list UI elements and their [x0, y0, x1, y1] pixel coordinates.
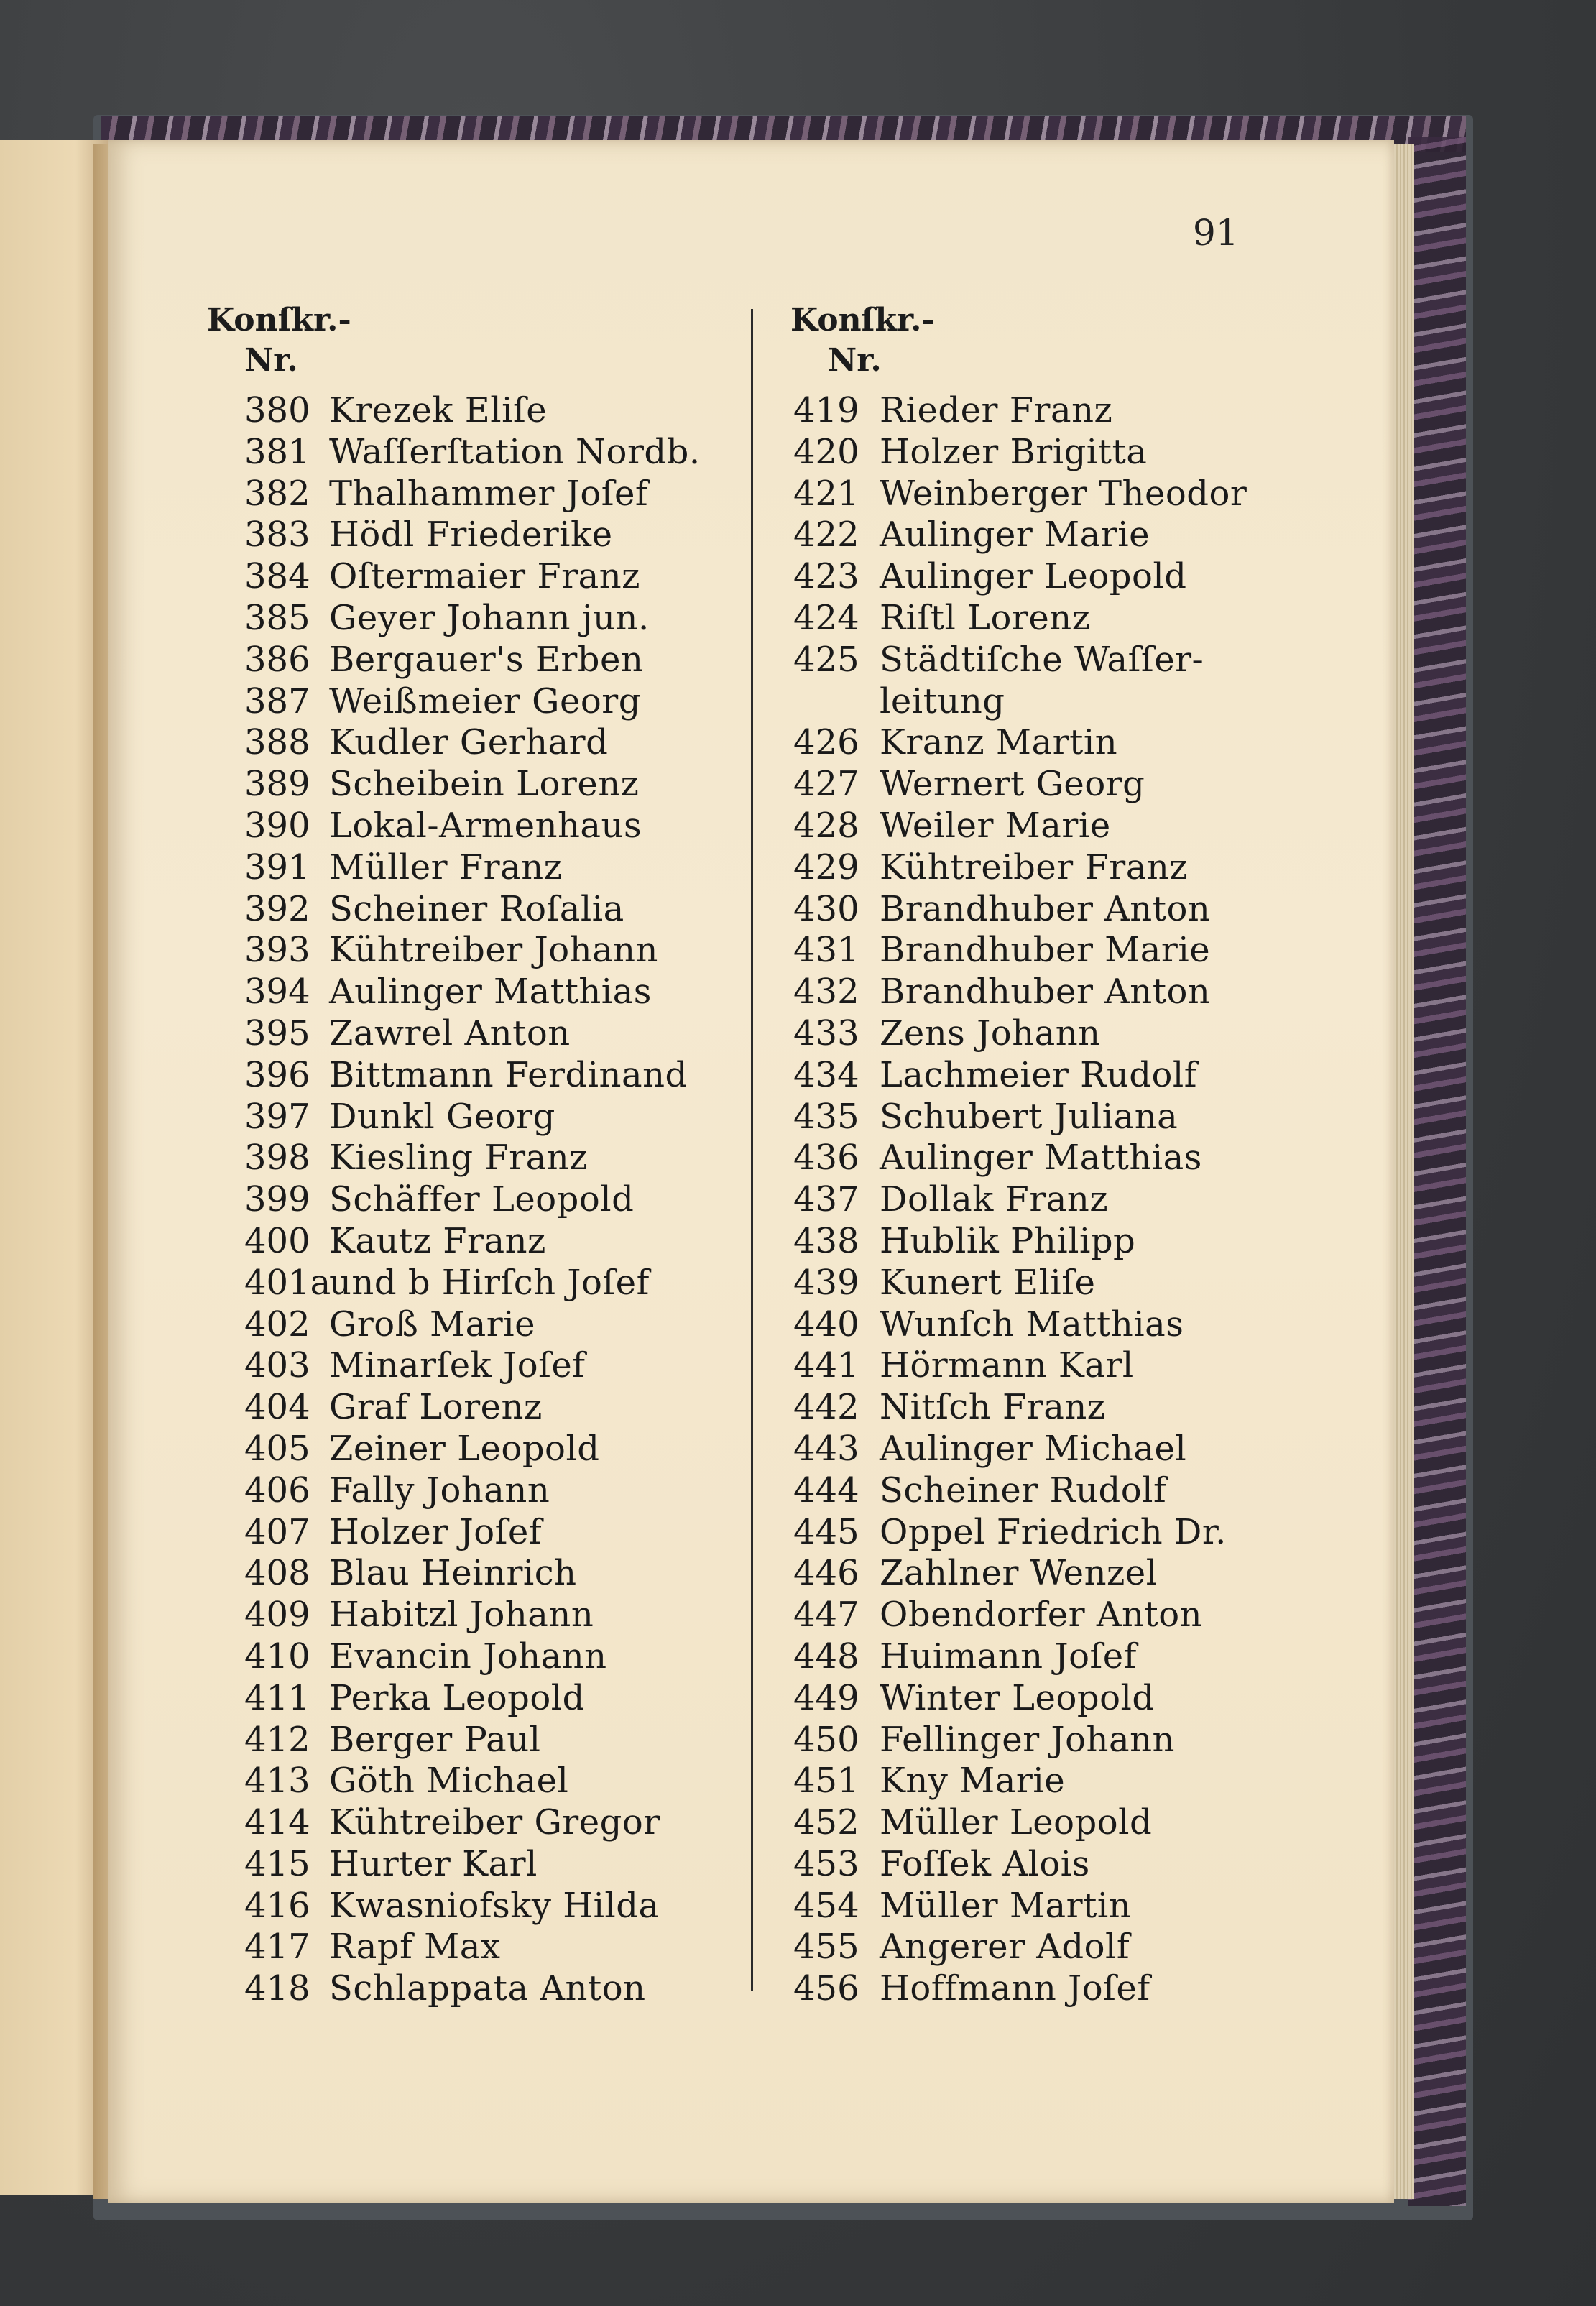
entry-name: Fellinger Johann [880, 1719, 1175, 1760]
list-item [244, 847, 701, 889]
list-item [244, 1429, 701, 1470]
entry-number: 456 [793, 1968, 859, 2009]
entry-name: Weinberger Theodor [880, 473, 1247, 514]
list-item [244, 889, 701, 931]
entry-name: Bergauer's Erben [329, 639, 644, 680]
entry-number: 389 [244, 764, 310, 805]
list-item [244, 764, 701, 806]
entry-number: 420 [793, 431, 859, 472]
list-item [244, 972, 701, 1013]
entry-name: Scheibein Lorenz [329, 764, 640, 805]
entry-number: 383 [244, 515, 310, 555]
right-header-line2: Nr. [828, 342, 882, 379]
entry-name: Müller Leopold [880, 1802, 1153, 1843]
entry-number: 396 [244, 1054, 310, 1095]
entry-name: Brandhuber Anton [880, 888, 1211, 929]
entry-name: Huimann Joſef [880, 1636, 1137, 1677]
entry-number: 450 [793, 1719, 859, 1760]
entry-name: Kranz Martin [880, 722, 1118, 763]
entry-number: 414 [244, 1802, 310, 1843]
entry-name: Schäffer Leopold [329, 1179, 635, 1220]
list-item [793, 556, 1247, 598]
list-item [793, 764, 1247, 806]
entry-number: 413 [244, 1761, 310, 1802]
entry-number: 438 [793, 1220, 859, 1261]
entry-name: Krezek Eliſe [329, 390, 548, 430]
entry-number: 395 [244, 1013, 310, 1053]
entry-name: Winter Leopold [880, 1677, 1155, 1718]
entry-number: 431 [793, 930, 859, 971]
entry-number: 394 [244, 972, 310, 1013]
list-item [244, 598, 701, 640]
entry-number: 439 [793, 1262, 859, 1303]
entry-name: Blau Heinrich [329, 1553, 577, 1594]
entry-name: Hoffmann Joſef [880, 1968, 1150, 2009]
list-item [793, 1761, 1247, 1802]
marbled-edge-right [1408, 137, 1466, 2206]
entry-name: Zawrel Anton [329, 1013, 571, 1053]
entry-name: Oppel Friedrich Dr. [880, 1511, 1227, 1552]
list-item [244, 1013, 701, 1055]
entry-number: 390 [244, 805, 310, 846]
left-header-line1: Konſkr.- [207, 302, 351, 338]
entry-number: 398 [244, 1138, 310, 1179]
list-item [244, 556, 701, 598]
entry-name: Wunſch Matthias [880, 1304, 1184, 1345]
entry-number: 446 [793, 1553, 859, 1594]
entry-name: Städtiſche Waſſer- [880, 639, 1204, 680]
list-item [793, 1844, 1247, 1886]
entry-number: 435 [793, 1096, 859, 1137]
list-item [244, 1886, 701, 1927]
list-item [793, 1221, 1247, 1263]
entry-number: 409 [244, 1595, 310, 1636]
list-item [244, 1055, 701, 1097]
entry-number: 385 [244, 597, 310, 638]
list-item [793, 1055, 1247, 1097]
entry-name: Schubert Juliana [880, 1096, 1178, 1137]
entry-name: Holzer Brigitta [880, 431, 1148, 472]
entry-name: Kny Marie [880, 1761, 1066, 1802]
list-item [244, 1345, 701, 1387]
entry-name: Kwasniofsky Hilda [329, 1885, 660, 1926]
entry-number: 452 [793, 1802, 859, 1843]
entry-number: 447 [793, 1595, 859, 1636]
list-item [244, 390, 701, 432]
entry-name: Aulinger Matthias [329, 972, 652, 1013]
list-item [244, 1221, 701, 1263]
entry-number: 397 [244, 1096, 310, 1137]
entry-number: 433 [793, 1013, 859, 1053]
entry-name: Rapf Max [329, 1927, 501, 1968]
list-item [244, 1179, 701, 1221]
list-item [244, 474, 701, 515]
list-item [244, 1470, 701, 1512]
entry-number: 406 [244, 1470, 310, 1511]
entry-number: 445 [793, 1511, 859, 1552]
entry-name: Schlappata Anton [329, 1968, 646, 2009]
entry-number: 449 [793, 1677, 859, 1718]
entry-number: 407 [244, 1511, 310, 1552]
list-item [244, 1304, 701, 1346]
entry-name: Lachmeier Rudolf [880, 1054, 1197, 1095]
entry-name: Kühtreiber Gregor [329, 1802, 660, 1843]
list-item [244, 1512, 701, 1554]
entry-name: Brandhuber Anton [880, 972, 1211, 1013]
list-item [244, 1636, 701, 1678]
entry-number: 424 [793, 597, 859, 638]
list-item [244, 1678, 701, 1720]
entry-number: 393 [244, 930, 310, 971]
list-item [793, 1595, 1247, 1636]
list-item [793, 1345, 1247, 1387]
entry-number: 426 [793, 722, 859, 763]
list-item [244, 1263, 701, 1304]
entry-name: Minarſek Joſef [329, 1345, 586, 1386]
entry-number: 392 [244, 888, 310, 929]
entry-number: 454 [793, 1885, 859, 1926]
entry-number: 387 [244, 681, 310, 721]
right-column-header [790, 300, 935, 381]
entry-number: 422 [793, 515, 859, 555]
entry-name: Nitſch Franz [880, 1387, 1106, 1428]
entry-name: Dunkl Georg [329, 1096, 555, 1137]
right-entry-list [793, 390, 1247, 2010]
list-item [793, 1304, 1247, 1346]
list-item [793, 1013, 1247, 1055]
entry-number: 410 [244, 1636, 310, 1677]
list-item [244, 1720, 701, 1761]
entry-name: Weiler Marie [880, 805, 1111, 846]
entry-number: 405 [244, 1428, 310, 1469]
list-item [793, 1470, 1247, 1512]
entry-number: 444 [793, 1470, 859, 1511]
entry-name: Aulinger Matthias [880, 1138, 1202, 1179]
entry-name: Thalhammer Joſef [329, 473, 649, 514]
entry-name: Habitzl Johann [329, 1595, 594, 1636]
list-item [793, 515, 1247, 556]
list-item [793, 889, 1247, 931]
entry-name: Bittmann Ferdinand [329, 1054, 688, 1095]
list-item [793, 1968, 1247, 2010]
entry-number: 391 [244, 847, 310, 887]
entry-number: 455 [793, 1927, 859, 1968]
entry-name: Kühtreiber Johann [329, 930, 658, 971]
list-item [244, 1387, 701, 1429]
entry-number: 399 [244, 1179, 310, 1220]
list-item [244, 1138, 701, 1179]
list-item [793, 847, 1247, 889]
entry-name: Kunert Eliſe [880, 1262, 1096, 1303]
list-item [793, 1179, 1247, 1221]
list-item [244, 640, 701, 681]
entry-name: Evancin Johann [329, 1636, 607, 1677]
entry-name: Groß Marie [329, 1304, 535, 1345]
entry-name: Göth Michael [329, 1761, 569, 1802]
list-item [793, 722, 1247, 764]
entry-number: 384 [244, 556, 310, 597]
list-item [793, 1512, 1247, 1554]
list-item [793, 640, 1247, 681]
list-item [244, 1553, 701, 1595]
entry-number: 423 [793, 556, 859, 597]
entry-name: Aulinger Michael [880, 1428, 1187, 1469]
entry-name: Aulinger Marie [880, 515, 1150, 555]
list-item [793, 1553, 1247, 1595]
entry-name: Kühtreiber Franz [880, 847, 1189, 887]
entry-name: Hödl Friederike [329, 515, 613, 555]
list-item [793, 972, 1247, 1013]
list-item [244, 1844, 701, 1886]
entry-name: Foſſek Alois [880, 1843, 1090, 1884]
left-header-line2: Nr. [244, 342, 298, 379]
list-item [244, 432, 701, 474]
entry-number: 430 [793, 888, 859, 929]
left-page-edge [0, 140, 108, 2195]
entry-number: 382 [244, 473, 310, 514]
entry-name: Müller Martin [880, 1885, 1132, 1926]
list-item [244, 1968, 701, 2010]
entry-number: 443 [793, 1428, 859, 1469]
entry-name: Fally Johann [329, 1470, 550, 1511]
entry-number: 388 [244, 722, 310, 763]
entry-number: 402 [244, 1304, 310, 1345]
entry-name: Scheiner Rudolf [880, 1470, 1167, 1511]
list-item [244, 1802, 701, 1844]
entry-number: 453 [793, 1843, 859, 1884]
list-item [244, 681, 701, 723]
list-item [244, 1761, 701, 1802]
list-item [793, 1429, 1247, 1470]
entry-name: Obendorfer Anton [880, 1595, 1203, 1636]
page-stack-edge [1394, 144, 1414, 2199]
list-item [793, 1097, 1247, 1138]
list-item [793, 1636, 1247, 1678]
entry-number: 403 [244, 1345, 310, 1386]
list-item [793, 930, 1247, 972]
list-item [793, 1678, 1247, 1720]
entry-number: 416 [244, 1885, 310, 1926]
list-item [793, 1387, 1247, 1429]
entry-number: 427 [793, 764, 859, 805]
entry-name: Aulinger Leopold [880, 556, 1187, 597]
entry-name: Angerer Adolf [880, 1927, 1130, 1968]
entry-number: 451 [793, 1761, 859, 1802]
entry-name: Zens Johann [880, 1013, 1101, 1053]
entry-number: 381 [244, 431, 310, 472]
entry-number: 411 [244, 1677, 310, 1718]
entry-name: Hublik Philipp [880, 1220, 1136, 1261]
list-item [244, 806, 701, 847]
left-column-header [207, 300, 351, 381]
list-item [793, 681, 1247, 723]
entry-name: Lokal-Armenhaus [329, 805, 642, 846]
list-item [793, 806, 1247, 847]
list-item [793, 1927, 1247, 1968]
entry-name: Weißmeier Georg [329, 681, 641, 721]
list-item [793, 474, 1247, 515]
entry-number: 418 [244, 1968, 310, 2009]
right-header-line1: Konſkr.- [790, 302, 935, 338]
entry-name: Müller Franz [329, 847, 563, 887]
entry-name: Dollak Franz [880, 1179, 1109, 1220]
list-item [244, 722, 701, 764]
entry-number: 434 [793, 1054, 859, 1095]
list-item [793, 390, 1247, 432]
entry-name: Berger Paul [329, 1719, 541, 1760]
entry-name: Brandhuber Marie [880, 930, 1211, 971]
list-item [244, 1927, 701, 1968]
entry-name: Kudler Gerhard [329, 722, 609, 763]
entry-number: 419 [793, 390, 859, 430]
entry-name: Waſſerſtation Nordb. [329, 431, 701, 472]
entry-number: 421 [793, 473, 859, 514]
entry-number: 400 [244, 1220, 310, 1261]
entry-name: Zeiner Leopold [329, 1428, 600, 1469]
entry-name: Kautz Franz [329, 1220, 546, 1261]
entry-number: 436 [793, 1138, 859, 1179]
left-entry-list [244, 390, 701, 2010]
column-divider [751, 309, 753, 1991]
entry-name: Zahlner Wenzel [880, 1553, 1158, 1594]
list-item [793, 598, 1247, 640]
entry-name: Holzer Joſef [329, 1511, 543, 1552]
entry-name: Hörmann Karl [880, 1345, 1134, 1386]
list-item [793, 1802, 1247, 1844]
entry-number: 401a [244, 1262, 331, 1303]
list-item [244, 1097, 701, 1138]
entry-number: 440 [793, 1304, 859, 1345]
entry-number: 380 [244, 390, 310, 430]
entry-number: 448 [793, 1636, 859, 1677]
entry-name: Kiesling Franz [329, 1138, 588, 1179]
entry-number: 441 [793, 1345, 859, 1386]
entry-number: 412 [244, 1719, 310, 1760]
list-item [793, 1138, 1247, 1179]
entry-name: Wernert Georg [880, 764, 1145, 805]
entry-number: 386 [244, 639, 310, 680]
entry-name: Geyer Johann jun. [329, 597, 650, 638]
entry-name: Perka Leopold [329, 1677, 585, 1718]
entry-name: Scheiner Roſalia [329, 888, 624, 929]
entry-number: 404 [244, 1387, 310, 1428]
page-number: 91 [1193, 212, 1239, 254]
entry-number: 429 [793, 847, 859, 887]
entry-name: Oſtermaier Franz [329, 556, 640, 597]
list-item [793, 1886, 1247, 1927]
entry-number: 417 [244, 1927, 310, 1968]
entry-number: 442 [793, 1387, 859, 1428]
entry-name: Rieder Franz [880, 390, 1113, 430]
entry-name: und b Hirſch Joſef [329, 1262, 650, 1303]
entry-number: 428 [793, 805, 859, 846]
entry-number: 432 [793, 972, 859, 1013]
list-item [244, 1595, 701, 1636]
list-item [793, 1720, 1247, 1761]
entry-number: 437 [793, 1179, 859, 1220]
list-item [244, 515, 701, 556]
entry-number: 425 [793, 639, 859, 680]
list-item [793, 1263, 1247, 1304]
entry-name: Graf Lorenz [329, 1387, 543, 1428]
list-item [793, 432, 1247, 474]
entry-number: 408 [244, 1553, 310, 1594]
entry-name: leitung [880, 681, 1005, 721]
entry-name: Hurter Karl [329, 1843, 538, 1884]
list-item [244, 930, 701, 972]
entry-number: 415 [244, 1843, 310, 1884]
entry-name: Riſtl Lorenz [880, 597, 1091, 638]
